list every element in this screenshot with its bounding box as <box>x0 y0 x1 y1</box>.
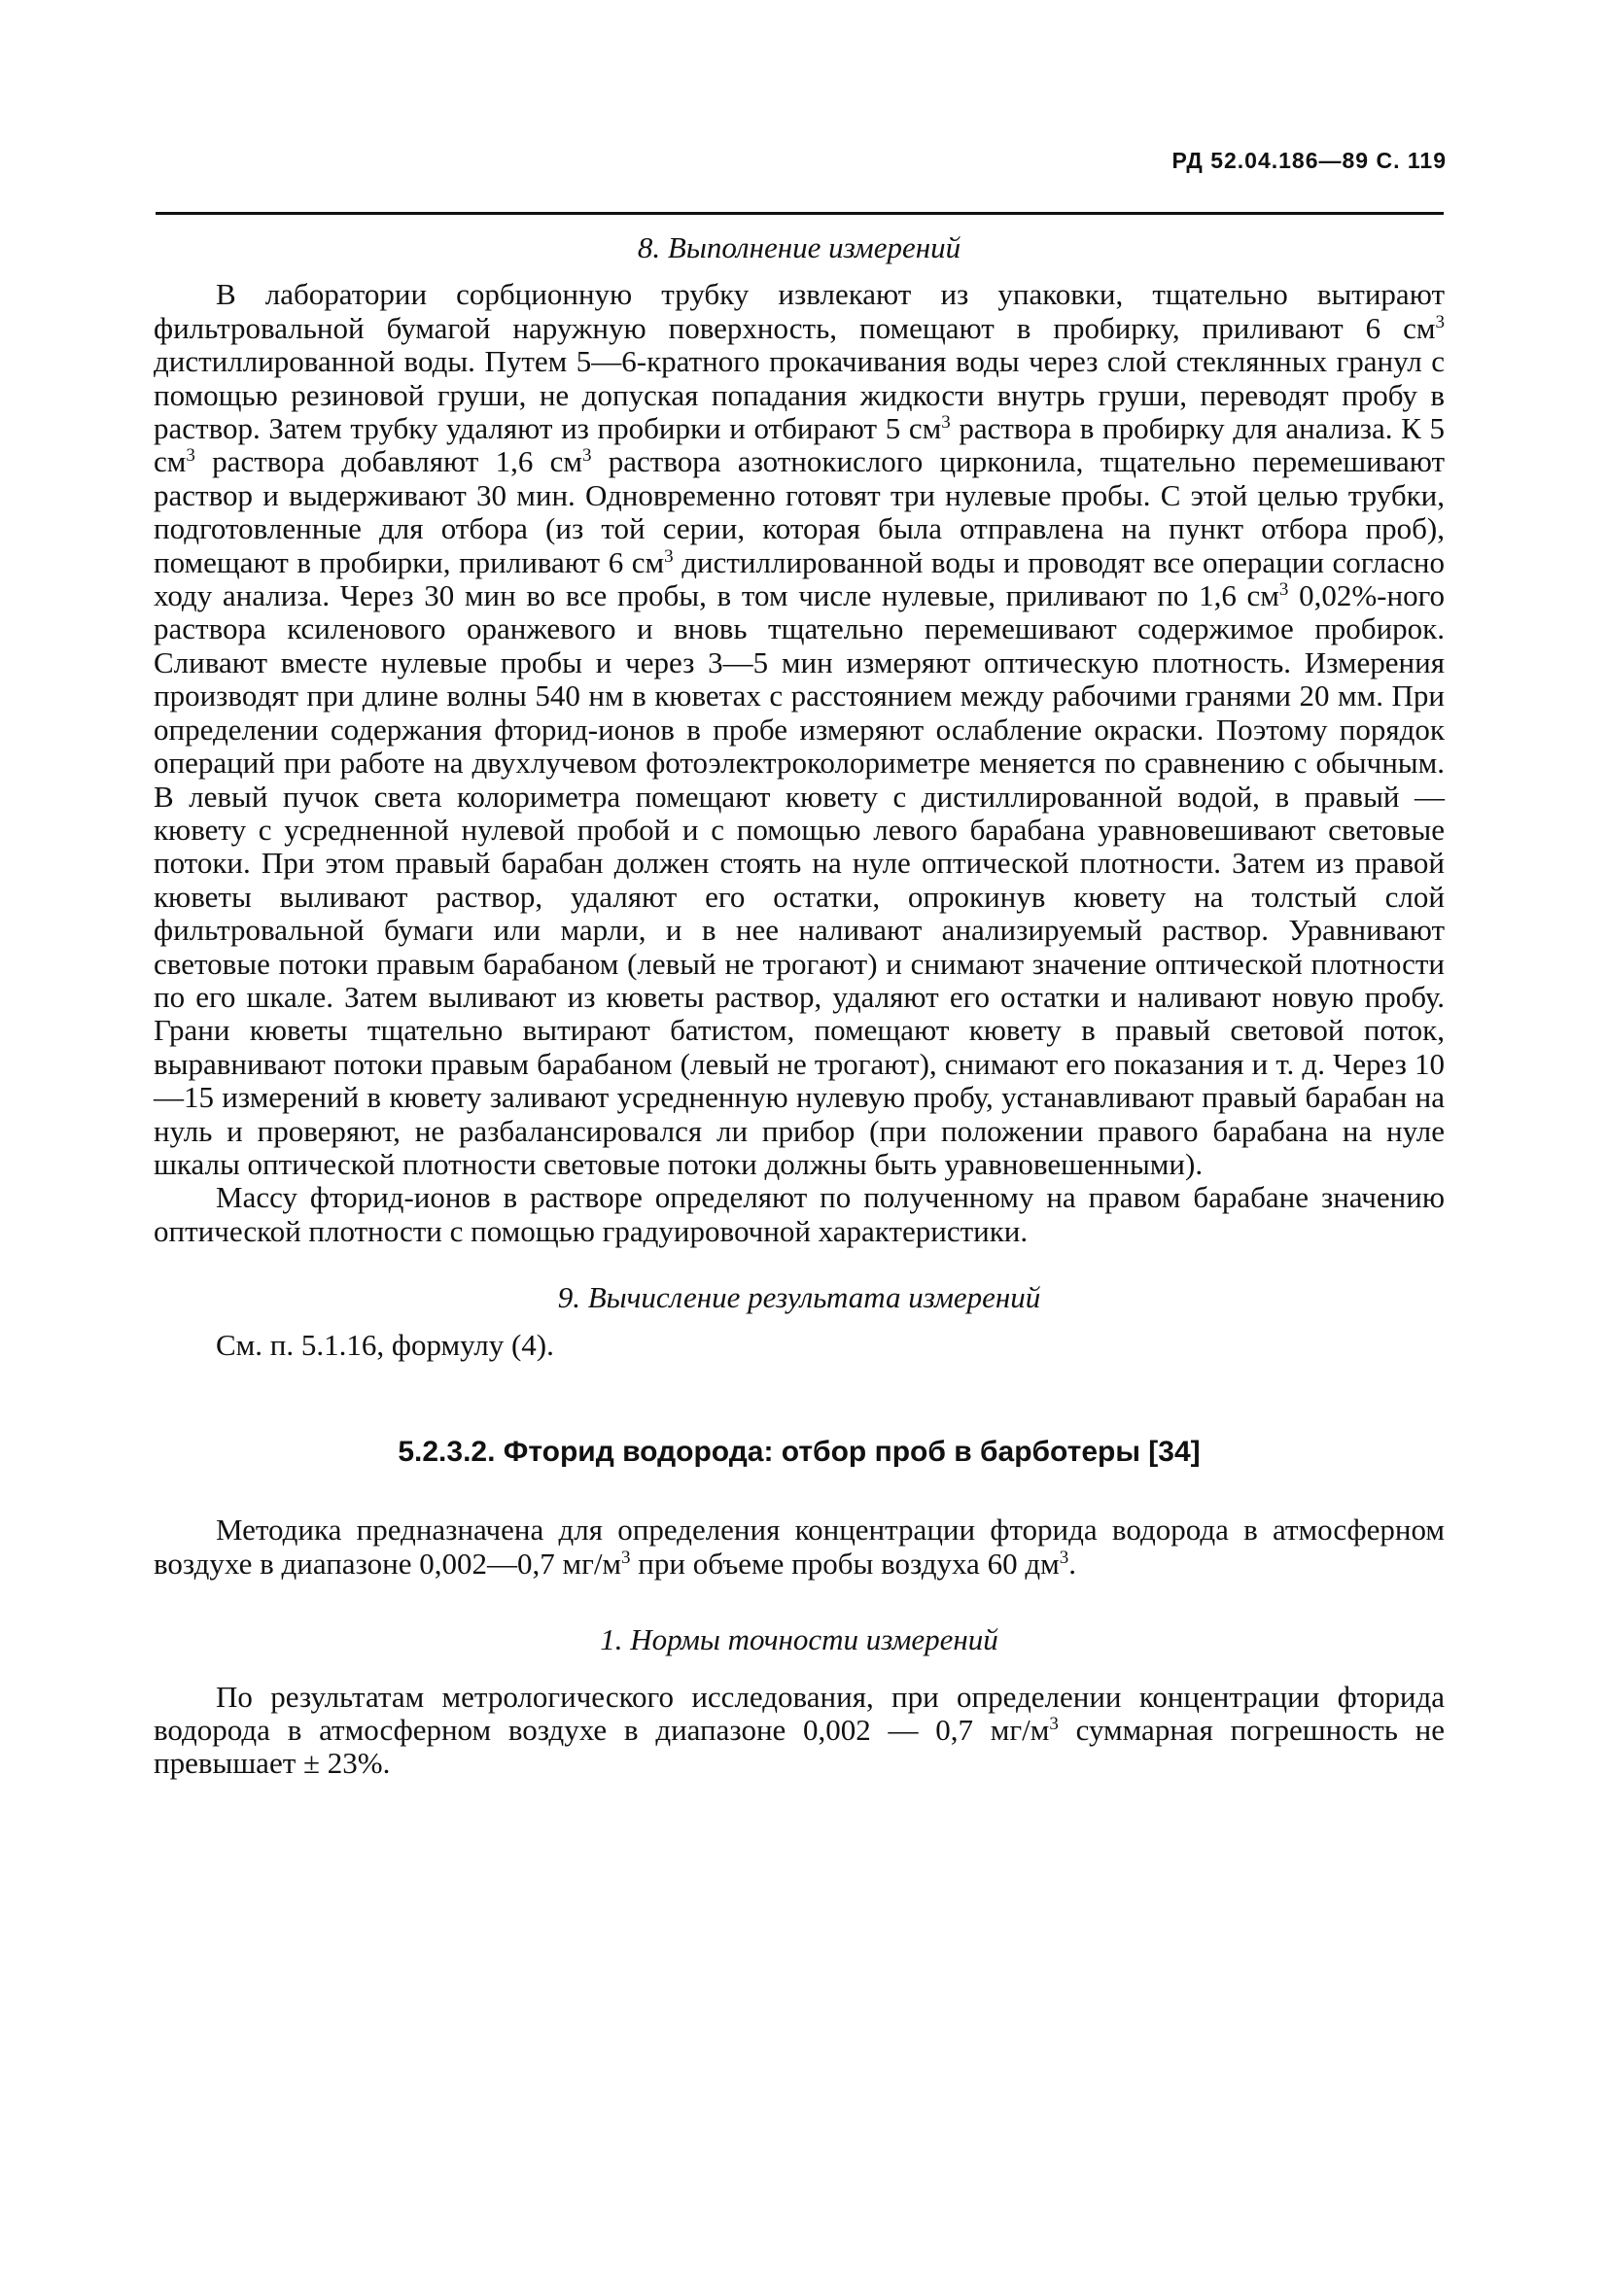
section-9-text: См. п. 5.1.16, формулу (4). <box>216 1327 554 1362</box>
text-run: при объеме пробы воздуха 60 дм <box>630 1546 1060 1581</box>
superscript-3: 3 <box>1059 1547 1069 1568</box>
text-run: раствора в пробирку для анализа. К 5 см <box>154 411 1445 479</box>
page-content <box>154 231 1445 1781</box>
text-run: раствора добавляют 1,6 см <box>194 444 582 479</box>
header-rule <box>156 212 1444 215</box>
superscript-3: 3 <box>621 1547 631 1568</box>
text-run: Методика предназначена для определения концентрации фторида водорода в атмосферном воздухе в диапазоне 0,002—0,7 мг/м <box>154 1513 1445 1581</box>
text-run: раствора азотнокислого цирконила, тщательно перемешивают раствор и выдерживают 30 мин. Одновременно готовят три нулевые пробы. С этой целью трубки, подготовленные для отбора (из той серии, которая была отправлена на пункт отбора проб), помещают в пробирки, приливают 6 см <box>154 444 1446 579</box>
text-run: дистиллированной воды. Путем 5—6-кратного прокачивания воды через слой стеклянных гранул с помощью резиновой груши, не допуская попадания жидкости внутрь груши, переводят пробу в раствор. Затем трубку удаляют из пробирки и отбирают 5 см <box>154 344 1445 446</box>
text-run: По результатам метрологического исследования, при определении концентрации фторида водорода в атмосферном воздухе в диапазоне 0,002 — 0,7 мг/м <box>154 1679 1445 1748</box>
section-9-title: 9. Вычисление результата измерений <box>557 1280 1041 1315</box>
text-run: 0,02%-ного раствора ксиленового оранжевого и вновь тщательно перемешивают содержимое пробирок. Сливают вместе нулевые пробы и через 3—5 мин измеряют оптическую плотность. Измерения производят при длине волны 540 нм в кюветах с расстоянием между рабочими гранями 20 мм. При определении содержания фторид-ионов в пробе измеряют ослабление окраски. Поэтому порядок операций при работе на двухлучевом фотоэлектроколориметре меняется по сравнению с обычным. В левый пучок света колориметра помещают кювету с дистиллированной водой, в правый — кювету с усредненной нулевой пробой и с помощью левого барабана уравновешивают световые потоки. При этом правый барабан должен стоять на нуле оптической плотности. Затем из правой кюветы выливают раствор, удаляют его остатки, опрокинув кювету на толстый слой фильтровальной бумаги или марли, и в нее наливают анализируемый раствор. Уравнивают световые потоки правым барабаном (левый не трогают) и снимают значение оптической плотности по его шкале. Затем выливают из кюветы раствор, удаляют его остатки и наливают новую пробу. Грани кюветы тщательно вытирают батистом, помещают кювету в правый световой поток, выравнивают потоки правым барабаном (левый не трогают), снимают его показания и т. д. Через 10—15 измерений в кювету заливают усредненную нулевую пробу, устанавливают правый барабан на нуль и проверяют, не разбалансировался ли прибор (при положении правого барабана на нуле шкалы оптической плотности световые потоки должны быть уравновешенными). <box>154 578 1446 1181</box>
superscript-3: 3 <box>582 445 592 467</box>
superscript-3: 3 <box>664 545 674 567</box>
section-5232-paragraph <box>154 1513 1445 1581</box>
section-1-title: 1. Нормы точности измерений <box>600 1622 998 1657</box>
text-run: В лаборатории сорбционную трубку извлекают из упаковки, тщательно вытирают фильтровальной бумагой наружную поверхность, помещают в пробирку, приливают 6 см <box>154 277 1445 345</box>
superscript-3: 3 <box>1278 579 1289 601</box>
superscript-3: 3 <box>941 412 951 434</box>
section-8-title: 8. Выполнение измерений <box>637 230 961 264</box>
text-run: . <box>1068 1546 1076 1581</box>
superscript-3: 3 <box>1049 1714 1059 1735</box>
superscript-3: 3 <box>1435 311 1445 332</box>
text-run: дистиллированной воды и проводят все операции согласно ходу анализа. Через 30 мин во все пробы, в том числе нулевые, приливают по 1,6 см <box>154 544 1445 613</box>
text-run: суммарная погрешность не превышает ± 23%. <box>154 1713 1446 1781</box>
superscript-3: 3 <box>186 445 195 467</box>
section-8-paragraph-2: Массу фторид-ионов в растворе определяют по полученному на правом барабане значению оптической плотности с помощью градуировочной характеристики. <box>154 1180 1445 1248</box>
section-1-paragraph <box>154 1681 1445 1781</box>
running-header: РД 52.04.186—89 С. 119 <box>1171 148 1447 173</box>
section-5232-title: 5.2.3.2. Фторид водорода: отбор проб в барботеры [34] <box>398 1436 1201 1468</box>
section-8-paragraph-1 <box>154 278 1445 1181</box>
